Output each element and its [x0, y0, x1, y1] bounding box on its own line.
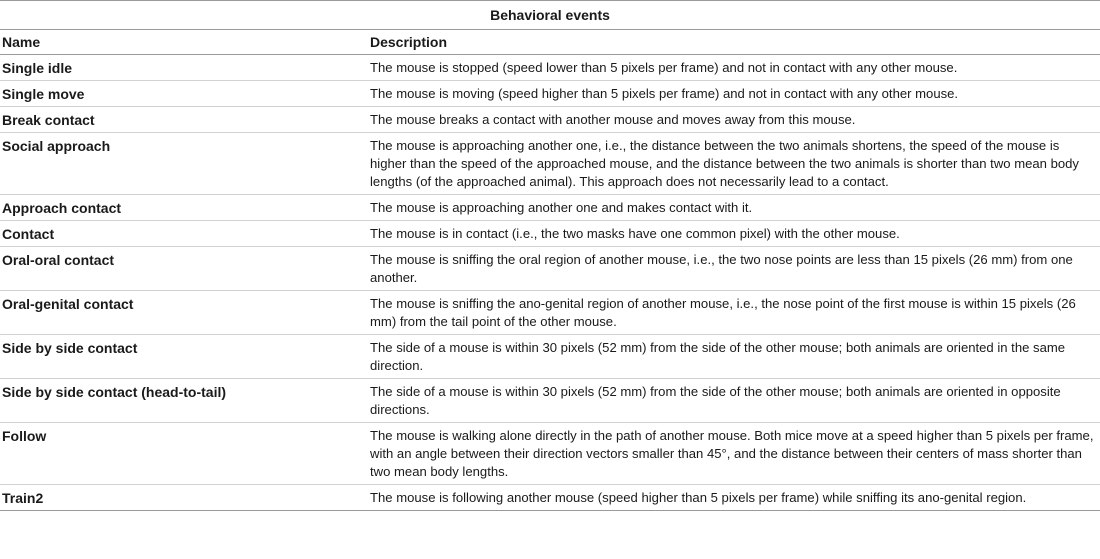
table-row [0, 379, 1100, 423]
table-row [0, 221, 1100, 247]
table-row [0, 485, 1100, 511]
column-header-name: Name [2, 34, 41, 50]
table-row [0, 195, 1100, 221]
column-header-description: Description [370, 34, 448, 50]
event-description: The mouse is stopped (speed lower than 5 pixels per frame) and not in contact with any other mouse. [370, 60, 958, 75]
table-row [0, 55, 1100, 81]
event-description: The mouse is approaching another one, i.e., the distance between the two animals shortens, the speed of the mouse is higher than the speed of the approached mouse, and the distance between the two animals is shorter than two mean body lengths (of the approached animal). This approach does not necessarily lead to a contact. [370, 138, 1079, 189]
event-name: Side by side contact [2, 340, 138, 356]
event-name: Oral-genital contact [2, 296, 134, 312]
event-description: The mouse breaks a contact with another mouse and moves away from this mouse. [370, 112, 856, 127]
table-row [0, 423, 1100, 485]
event-description: The mouse is walking alone directly in the path of another mouse. Both mice move at a speed higher than 5 pixels per frame, with an angle between their direction vectors smaller than 45°, and the distance between their centers of mass shorter than two mean body lengths. [370, 428, 1094, 479]
event-description: The mouse is moving (speed higher than 5 pixels per frame) and not in contact with any other mouse. [370, 86, 959, 101]
event-description: The mouse is in contact (i.e., the two masks have one common pixel) with the other mouse. [370, 226, 900, 241]
event-description: The mouse is following another mouse (speed higher than 5 pixels per frame) while sniffing its ano-genital region. [370, 490, 1027, 505]
table-row [0, 107, 1100, 133]
event-description: The side of a mouse is within 30 pixels (52 mm) from the side of the other mouse; both animals are oriented in the same direction. [370, 340, 1066, 373]
event-name: Single move [2, 86, 85, 102]
table-row [0, 335, 1100, 379]
event-name: Break contact [2, 112, 95, 128]
event-description: The mouse is sniffing the ano-genital region of another mouse, i.e., the nose point of the first mouse is within 15 pixels (26 mm) from the tail point of the other mouse. [370, 296, 1076, 329]
table-row [0, 133, 1100, 195]
event-name: Oral-oral contact [2, 252, 115, 268]
table-title: Behavioral events [0, 0, 1100, 30]
event-name: Side by side contact (head-to-tail) [2, 384, 227, 400]
table-header-row [0, 30, 1100, 55]
event-name: Contact [2, 226, 55, 242]
event-name: Social approach [2, 138, 111, 154]
table-row [0, 81, 1100, 107]
event-name: Approach contact [2, 200, 122, 216]
event-name: Follow [2, 428, 47, 444]
event-description: The side of a mouse is within 30 pixels (52 mm) from the side of the other mouse; both animals are oriented in opposite directions. [370, 384, 1061, 417]
event-name: Single idle [2, 60, 73, 76]
table-row [0, 291, 1100, 335]
table-row [0, 247, 1100, 291]
event-name: Train2 [2, 490, 44, 506]
event-description: The mouse is sniffing the oral region of another mouse, i.e., the two nose points are less than 15 pixels (26 mm) from one another. [370, 252, 1073, 285]
event-description: The mouse is approaching another one and makes contact with it. [370, 200, 753, 215]
